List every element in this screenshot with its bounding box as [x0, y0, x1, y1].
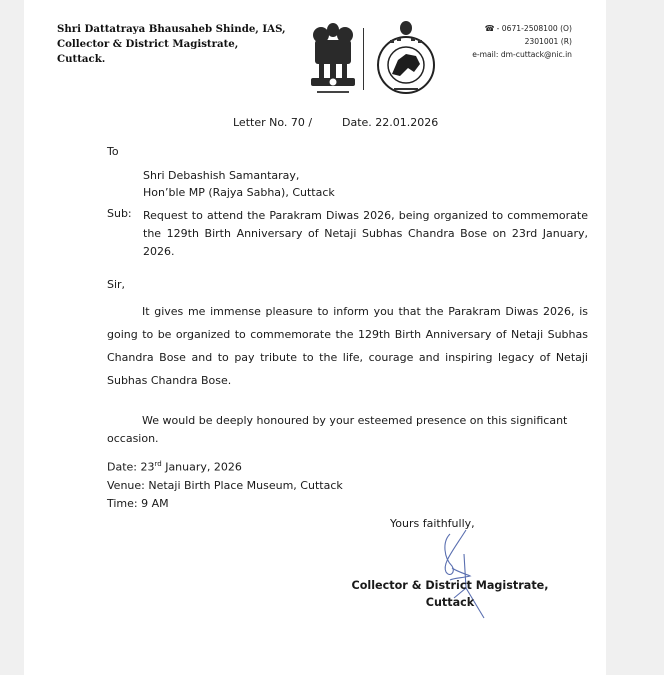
subject-text: Request to attend the Parakram Diwas 2026, being organized to commemorate the 129th Birth Anniversary of Netaji Subhas Chandra Bose on 23rd January, 2026. — [143, 209, 588, 258]
event-venue: Venue: Netaji Birth Place Museum, Cuttack — [107, 478, 343, 492]
body-paragraph-1: It gives me immense pleasure to inform you that the Parakram Diwas 2026, is going to be organized to commemorate the 129th Birth Anniversary of Netaji Subhas Chandra Bose and to pay tribute to the life, courage and inspiring legacy of Netaji Subhas Chandra Bose. — [107, 305, 588, 387]
signatory-title: Collector & District Magistrate, — [351, 579, 549, 592]
event-date — [107, 455, 343, 477]
header-divider — [363, 28, 364, 90]
telephone-icon: ☎ — [484, 24, 495, 33]
email-address: e-mail: dm-cuttack@nic.in — [472, 50, 572, 59]
to-label: To — [107, 145, 119, 158]
subject-label: Sub: — [107, 207, 132, 220]
event-date-superscript: rd — [154, 460, 162, 468]
sender-name: Shri Dattatraya Bhausaheb Shinde, IAS, — [57, 23, 286, 35]
signatory-place: Cuttack — [425, 596, 475, 609]
phone-office: - 0671-2508100 (O) — [496, 24, 572, 33]
closing-yours-faithfully: Yours faithfully, — [390, 517, 475, 530]
national-emblem-icon — [301, 18, 365, 100]
letter-number: Letter No. 70 / — [233, 116, 313, 129]
body-paragraph-2: We would be deeply honoured by your esteemed presence on this significant occasion. — [107, 414, 568, 445]
sender-place: Cuttack. — [57, 53, 106, 65]
odisha-seal-icon — [370, 18, 442, 96]
contact-block — [472, 22, 572, 61]
recipient-address — [143, 167, 335, 201]
signatory-block — [350, 577, 550, 611]
event-date-prefix: Date: 23 — [107, 460, 155, 474]
letter-date: Date. 22.01.2026 — [342, 116, 439, 129]
sender-designation: Collector & District Magistrate, — [57, 38, 239, 50]
sender-block — [57, 22, 286, 67]
event-time: Time: 9 AM — [107, 496, 169, 510]
recipient-name: Shri Debashish Samantaray, — [143, 169, 300, 182]
recipient-designation: Hon’ble MP (Rajya Sabha), Cuttack — [143, 186, 335, 199]
phone-residence: 2301001 (R) — [524, 37, 572, 46]
event-date-suffix: January, 2026 — [161, 460, 242, 474]
salutation: Sir, — [107, 278, 126, 291]
event-details — [107, 455, 343, 513]
letter-page — [24, 0, 606, 675]
